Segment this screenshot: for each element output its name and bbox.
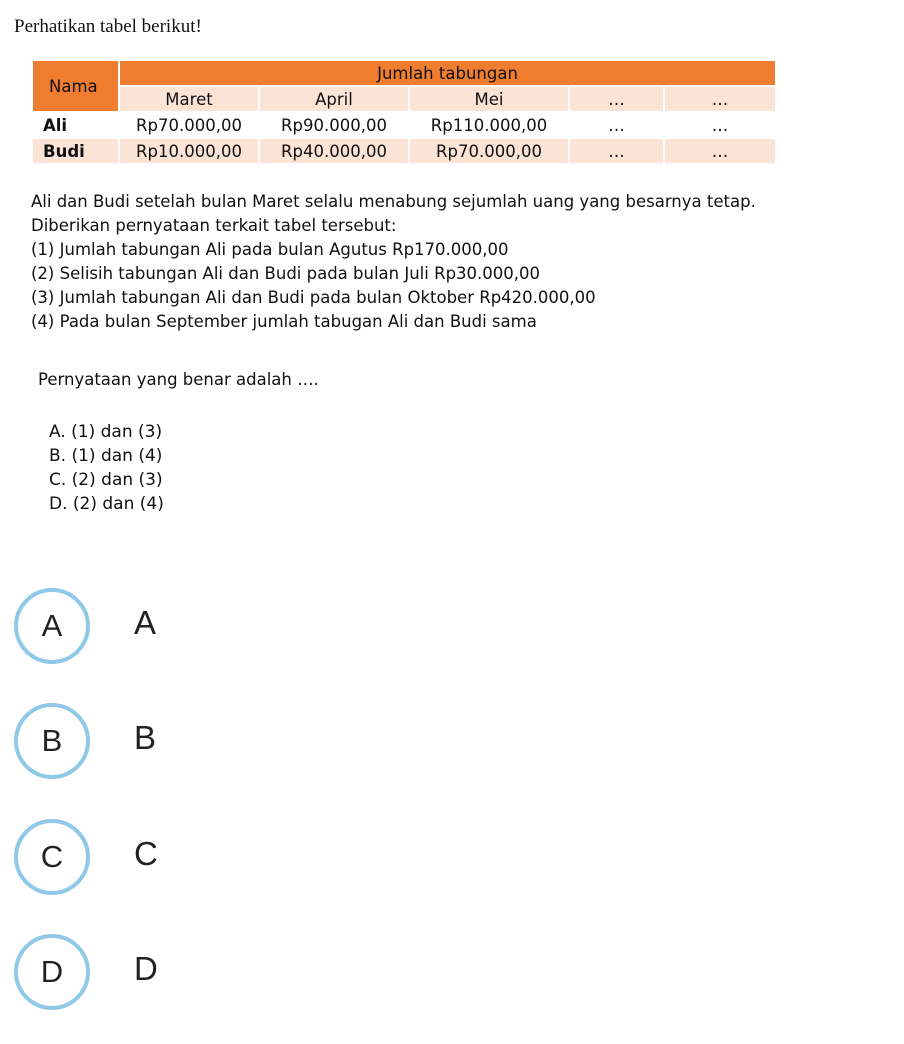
table-cell: Rp70.000,00 [409,138,569,164]
statement-line: Ali dan Budi setelah bulan Maret selalu menabung sejumlah uang yang besarnya tetap. [31,192,756,211]
choice-b-label: B [134,719,157,756]
month-header: Mei [409,86,569,112]
choice-a-label: A [134,604,157,641]
choice-d[interactable] [14,934,158,1014]
row-name: Budi [32,138,119,164]
month-header: … [664,86,776,112]
instruction-text: Perhatikan tabel berikut! [14,16,202,37]
name-column-header: Nama [32,60,119,112]
table-row [32,112,776,138]
choice-c[interactable] [14,819,158,899]
table-cell: … [664,112,776,138]
table-cell: … [569,112,664,138]
option-text: A. (1) dan (3) [49,422,163,442]
table-cell: Rp110.000,00 [409,112,569,138]
month-header: Maret [119,86,259,112]
choice-a-button[interactable]: A [14,588,90,664]
choice-b-button[interactable]: B [14,703,90,779]
table-cell: Rp40.000,00 [259,138,409,164]
statement-line: (4) Pada bulan September jumlah tabugan Ali dan Budi sama [31,312,537,331]
choice-b[interactable] [14,703,157,783]
month-header: April [259,86,409,112]
options-list [49,420,164,516]
option-text: C. (2) dan (3) [49,470,163,490]
choice-c-button[interactable]: C [14,819,90,895]
statement-line: Diberikan pernyataan terkait tabel tersebut: [31,216,397,235]
table-cell: Rp10.000,00 [119,138,259,164]
choice-c-label: C [134,835,158,872]
savings-table [31,59,777,165]
statement-line: (1) Jumlah tabungan Ali pada bulan Agutus Rp170.000,00 [31,240,509,259]
option-text: B. (1) dan (4) [49,446,163,466]
month-header: … [569,86,664,112]
table-cell: … [569,138,664,164]
choice-a[interactable] [14,588,157,668]
row-name: Ali [32,112,119,138]
table-row [32,138,776,164]
statement-line: (3) Jumlah tabungan Ali dan Budi pada bulan Oktober Rp420.000,00 [31,288,596,307]
table-cell: … [664,138,776,164]
table-cell: Rp90.000,00 [259,112,409,138]
table-cell: Rp70.000,00 [119,112,259,138]
problem-statement [31,190,756,334]
question-prompt: Pernyataan yang benar adalah …. [38,370,319,389]
choice-d-label: D [134,950,158,987]
statement-line: (2) Selisih tabungan Ali dan Budi pada bulan Juli Rp30.000,00 [31,264,541,283]
choice-d-button[interactable]: D [14,934,90,1010]
option-text: D. (2) dan (4) [49,494,164,514]
group-header: Jumlah tabungan [119,60,776,86]
